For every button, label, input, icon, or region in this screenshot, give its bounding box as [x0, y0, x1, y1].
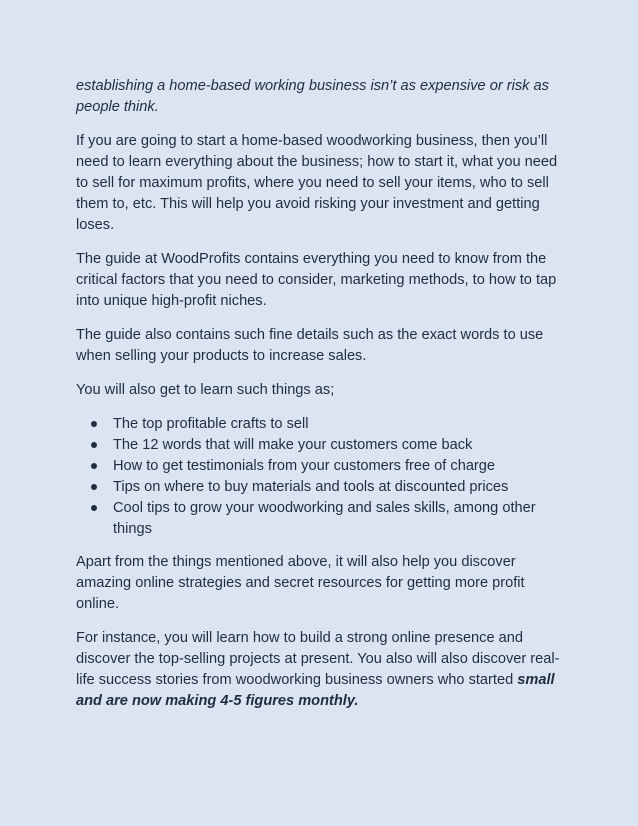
bullet-icon: [91, 505, 97, 511]
list-item: [113, 456, 568, 477]
paragraph-online-strategies: Apart from the things mentioned above, it will also help you discover amazing online strategies and secret resources for getting more profit online.: [76, 554, 525, 612]
paragraph-guide-details: The guide also contains such fine details such as the exact words to use when selling your products to increase sales.: [76, 327, 544, 364]
list-item: [113, 414, 568, 435]
list-item: [113, 435, 568, 456]
bullet-icon: [91, 442, 97, 448]
list-item-text: Cool tips to grow your woodworking and sales skills, among other things: [113, 500, 536, 537]
paragraph-online-presence: [76, 628, 568, 712]
bullet-icon: [91, 421, 97, 427]
paragraph-list-intro: You will also get to learn such things as;: [76, 382, 335, 398]
list-item: [113, 498, 568, 540]
emphasis-text: small and are now making 4-5 figures monthly.: [76, 672, 555, 709]
paragraph-start-business: If you are going to start a home-based woodworking business, then you’ll need to learn everything about the business; how to start it, what you need to sell for maximum profits, where you need to sell your items, who to sell them to, etc. This will help you avoid risking your investment and getting loses.: [76, 133, 558, 233]
bullet-list: [76, 414, 568, 540]
bullet-icon: [91, 463, 97, 469]
paragraph-online-presence-text: For instance, you will learn how to build a strong online presence and discover the top-selling projects at present. You also will also discover real-life success stories from woodworking business owners who started: [76, 630, 560, 688]
paragraph-guide-contents: The guide at WoodProfits contains everything you need to know from the critical factors that you need to consider, marketing methods, to how to tap into unique high-profit niches.: [76, 251, 557, 309]
list-item-text: The top profitable crafts to sell: [113, 416, 309, 432]
list-item-text: Tips on where to buy materials and tools at discounted prices: [113, 479, 509, 495]
list-item-text: How to get testimonials from your customers free of charge: [113, 458, 496, 474]
list-item-text: The 12 words that will make your customers come back: [113, 437, 473, 453]
list-item: [113, 477, 568, 498]
bullet-icon: [91, 484, 97, 490]
intro-paragraph: establishing a home-based working business isn’t as expensive or risk as people think.: [76, 78, 549, 115]
